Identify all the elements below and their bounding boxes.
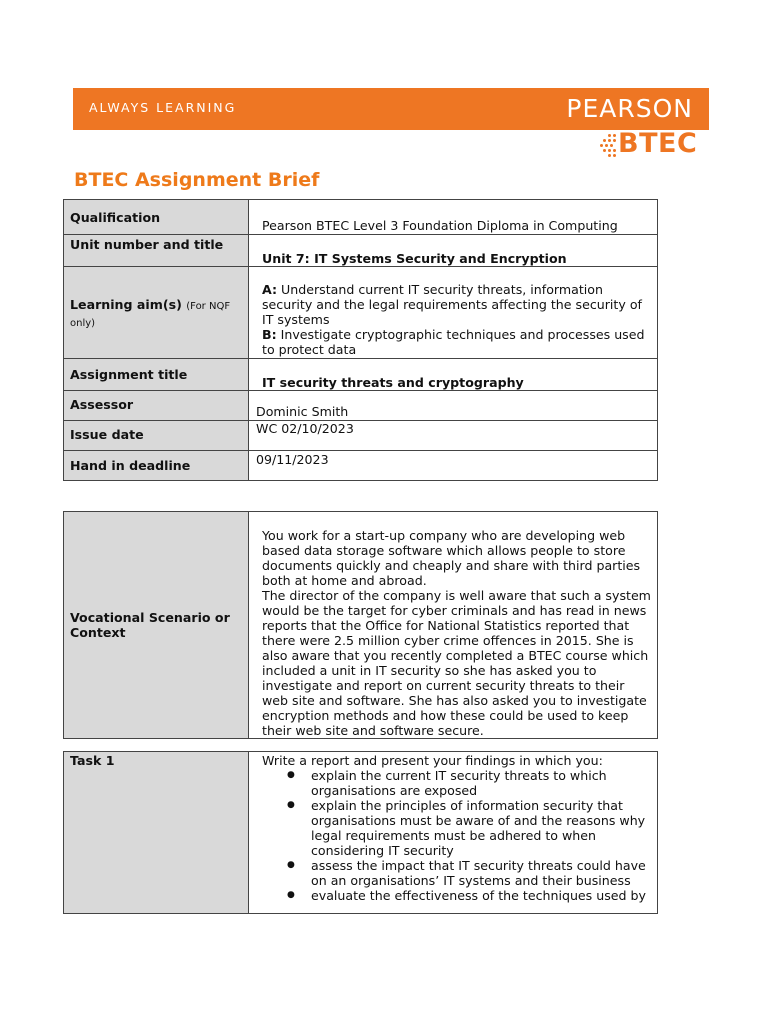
page-title: BTEC Assignment Brief	[74, 169, 320, 191]
table-row	[64, 752, 658, 914]
assignment-title-value: IT security threats and cryptography	[249, 359, 658, 391]
assessor-label: Assessor	[64, 391, 249, 421]
scenario-paragraph-1: You work for a start-up company who are developing web based data storage software which allows people to store documents quickly and cheaply and share with third parties both at home and abroad.	[262, 528, 641, 588]
task-1-list	[262, 768, 653, 903]
table-row	[64, 200, 658, 235]
aim-a-key: A:	[262, 282, 278, 297]
pearson-banner	[73, 88, 709, 130]
learning-aims-value	[249, 267, 658, 359]
unit-value: Unit 7: IT Systems Security and Encryption	[249, 235, 658, 267]
learning-aims-note: (For NQF only)	[70, 301, 231, 329]
unit-label: Unit number and title	[64, 235, 249, 267]
table-row	[64, 391, 658, 421]
list-item: ● explain the current IT security threats to which organisations are exposed	[311, 768, 653, 798]
brief-table	[63, 199, 658, 481]
task-1-intro: Write a report and present your findings in which you:	[262, 753, 603, 768]
scenario-paragraph-2: The director of the company is well aware that such a system would be the target for cyber criminals and has read in news reports that the Office for National Statistics reported that there were 2.5 million cyber crime offences in 2015. She is also aware that you recently completed a BTEC course which included a unit in IT security so she has asked you to investigate and report on current security threats to their web site and software. She has also asked you to investigate encryption methods and how these could be used to keep their web site and software secure.	[262, 588, 651, 738]
assignment-title-label: Assignment title	[64, 359, 249, 391]
scenario-label: Vocational Scenario or Context	[64, 512, 249, 739]
task-table	[63, 751, 658, 914]
learning-aims-label	[64, 267, 249, 359]
btec-dots-icon	[600, 134, 618, 156]
table-row	[64, 451, 658, 481]
scenario-value	[249, 512, 658, 739]
tagline: ALWAYS LEARNING	[89, 100, 237, 115]
qualification-label: Qualification	[64, 200, 249, 235]
scenario-table	[63, 511, 658, 739]
issue-date-value: WC 02/10/2023	[249, 421, 658, 451]
qualification-value: Pearson BTEC Level 3 Foundation Diploma in Computing	[249, 200, 658, 235]
aim-a-text: Understand current IT security threats, information security and the legal requirements affecting the security of IT systems	[262, 282, 642, 327]
table-row	[64, 359, 658, 391]
task-1-label: Task 1	[64, 752, 249, 914]
deadline-label: Hand in deadline	[64, 451, 249, 481]
learning-aims-label-text: Learning aim(s)	[70, 297, 182, 312]
table-row	[64, 235, 658, 267]
list-item: ● evaluate the effectiveness of the techniques used by	[311, 888, 653, 903]
aim-b-text: Investigate cryptographic techniques and processes used to protect data	[262, 327, 645, 357]
list-item: ● explain the principles of information security that organisations must be aware of and the reasons why legal requirements must be adhered to when considering IT security	[311, 798, 653, 858]
deadline-value: 09/11/2023	[249, 451, 658, 481]
table-row	[64, 421, 658, 451]
aim-b	[262, 327, 653, 357]
pearson-logo: PEARSON	[566, 94, 693, 123]
aim-b-key: B:	[262, 327, 277, 342]
task-1-value	[249, 752, 658, 914]
btec-wordmark: BTEC	[618, 128, 698, 159]
table-row	[64, 267, 658, 359]
issue-date-label: Issue date	[64, 421, 249, 451]
aim-a	[262, 282, 653, 327]
table-row	[64, 512, 658, 739]
list-item: ● assess the impact that IT security threats could have on an organisations’ IT systems and their business	[311, 858, 653, 888]
assessor-value: Dominic Smith	[249, 391, 658, 421]
btec-logo	[600, 128, 700, 160]
